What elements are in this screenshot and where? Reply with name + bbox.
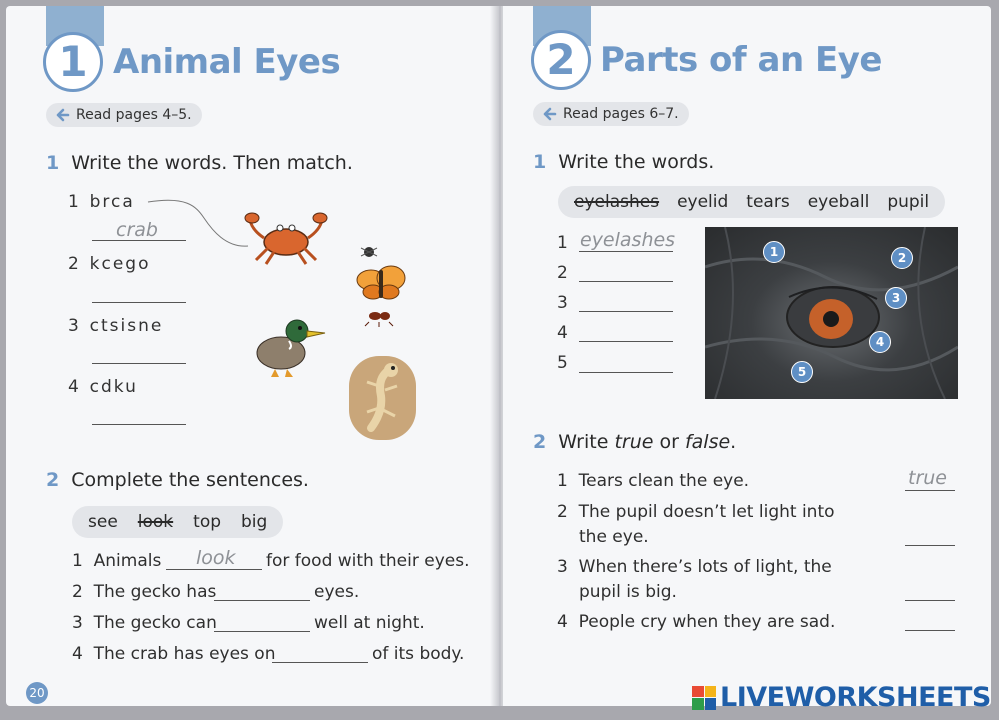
liveworksheets-logo-icon	[692, 686, 716, 710]
word-bank-item: big	[241, 512, 268, 532]
answer-blank[interactable]	[905, 600, 955, 601]
answer-text: eyelashes	[580, 229, 676, 251]
exercise-2-heading	[46, 469, 309, 491]
statement-text: Tears clean the eye.	[578, 471, 750, 491]
answer-blank[interactable]	[579, 341, 673, 342]
statement-row	[557, 612, 835, 632]
item-number: 4	[68, 377, 79, 397]
exercise-1-heading	[46, 152, 353, 174]
word-bank-item: pupil	[887, 192, 930, 212]
sentence-end: for food with their eyes.	[266, 551, 470, 571]
item-number: 1	[72, 551, 83, 571]
answer-blank[interactable]	[579, 251, 673, 252]
item-number: 2	[557, 502, 568, 522]
word-bank-item: tears	[746, 192, 790, 212]
item-number: 1	[68, 192, 79, 212]
sentence-start: The gecko has	[93, 582, 217, 602]
butterfly-and-ants-image[interactable]	[349, 242, 411, 328]
list-item-number: 3	[557, 293, 568, 313]
sentence-end: of its body.	[372, 644, 465, 664]
sentence-end: well at night.	[314, 613, 425, 633]
scrambled-word: ctsisne	[89, 316, 164, 336]
exercise-instruction: Write the words.	[558, 151, 715, 173]
statement-text: People cry when they are sad.	[578, 612, 836, 632]
word-bank-item: see	[88, 512, 118, 532]
scrambled-word: cdku	[89, 377, 138, 397]
answer-blank[interactable]	[905, 630, 955, 631]
read-pages-pill	[533, 102, 689, 126]
item-number: 3	[557, 557, 568, 577]
instruction-false: false	[684, 431, 731, 453]
elephant-eye-illustration	[705, 227, 958, 399]
callout-1: 1	[763, 241, 785, 263]
list-item	[68, 192, 135, 212]
item-number: 4	[557, 612, 568, 632]
gecko-icon	[349, 356, 416, 440]
exercise-1-heading	[533, 151, 714, 173]
callout-2: 2	[891, 247, 913, 269]
sentence-row	[72, 613, 217, 633]
watermark-text: LIVEWORKSHEETS	[720, 682, 991, 713]
read-pages-label: Read pages 4–5.	[76, 107, 192, 123]
duck-image[interactable]	[249, 313, 329, 381]
page-number: 20	[26, 682, 48, 704]
statement-row	[557, 557, 832, 577]
instruction-true: true	[614, 431, 654, 453]
word-bank-item-used: look	[137, 512, 174, 532]
answer-blank[interactable]	[579, 281, 673, 282]
scrambled-word: brca	[89, 192, 135, 212]
list-item	[68, 377, 138, 397]
sentence-end: eyes.	[314, 582, 360, 602]
answer-blank[interactable]	[272, 662, 368, 663]
callout-3: 3	[885, 287, 907, 309]
answer-blank[interactable]	[579, 311, 673, 312]
exercise-instruction: Complete the sentences.	[71, 469, 309, 491]
exercise-number: 1	[46, 152, 60, 174]
answer-blank[interactable]	[92, 424, 186, 425]
list-item-number: 1	[557, 233, 568, 253]
answer-blank[interactable]	[92, 363, 186, 364]
unit-number-badge: 1	[43, 32, 103, 92]
sentence-start: The gecko can	[93, 613, 217, 633]
word-bank-item: eyelid	[677, 192, 729, 212]
word-bank-item: top	[193, 512, 222, 532]
exercise-number: 2	[533, 431, 547, 453]
list-item-number: 2	[557, 263, 568, 283]
sentence-start: Animals	[93, 551, 162, 571]
exercise-2-heading	[533, 431, 736, 453]
answer-blank[interactable]	[166, 569, 262, 570]
scrambled-word: kcego	[89, 254, 151, 274]
instruction-text: .	[730, 431, 737, 453]
read-pages-label: Read pages 6–7.	[563, 106, 679, 122]
answer-blank[interactable]	[214, 600, 310, 601]
arrow-left-icon	[541, 106, 557, 122]
unit-title: Animal Eyes	[113, 42, 341, 82]
word-bank-item: eyeball	[807, 192, 870, 212]
instruction-text: or	[653, 431, 685, 453]
left-page	[6, 6, 496, 706]
item-number: 3	[72, 613, 83, 633]
sentence-row	[72, 582, 216, 602]
callout-5: 5	[791, 361, 813, 383]
match-line	[146, 196, 256, 256]
answer-text: look	[196, 547, 236, 569]
elephant-eye-photo	[705, 227, 958, 399]
arrow-left-icon	[54, 107, 70, 123]
statement-text-line2: pupil is big.	[579, 582, 677, 602]
exercise-number: 1	[533, 151, 547, 173]
list-item	[68, 254, 150, 274]
answer-blank[interactable]	[214, 631, 310, 632]
gecko-image[interactable]	[349, 356, 416, 440]
word-bank	[558, 186, 945, 218]
unit-number-badge: 2	[531, 30, 591, 90]
statement-text: When there’s lots of light, the	[578, 557, 832, 577]
statement-row	[557, 502, 835, 522]
sentence-start: The crab has eyes on	[93, 644, 276, 664]
word-bank	[72, 506, 283, 538]
answer-blank[interactable]	[92, 302, 186, 303]
exercise-instruction: Write the words. Then match.	[71, 152, 353, 174]
callout-4: 4	[869, 331, 891, 353]
answer-blank[interactable]	[905, 490, 955, 491]
statement-row	[557, 471, 749, 491]
item-number: 2	[68, 254, 79, 274]
list-item	[68, 316, 163, 336]
unit-title: Parts of an Eye	[600, 40, 882, 80]
instruction-text: Write	[558, 431, 615, 453]
answer-blank[interactable]	[579, 372, 673, 373]
statement-text: The pupil doesn’t let light into	[578, 502, 835, 522]
answer-text: true	[908, 467, 947, 489]
word-bank-item-used: eyelashes	[574, 192, 660, 212]
crab-image[interactable]	[244, 210, 328, 266]
answer-text: crab	[116, 219, 158, 241]
answer-blank[interactable]	[905, 545, 955, 546]
list-item-number: 4	[557, 323, 568, 343]
item-number: 2	[72, 582, 83, 602]
item-number: 1	[557, 471, 568, 491]
read-pages-pill	[46, 103, 202, 127]
list-item-number: 5	[557, 353, 568, 373]
statement-text-line2: the eye.	[579, 527, 649, 547]
sentence-row	[72, 551, 161, 571]
exercise-number: 2	[46, 469, 60, 491]
item-number: 4	[72, 644, 83, 664]
liveworksheets-watermark	[692, 682, 991, 713]
item-number: 3	[68, 316, 79, 336]
sentence-row	[72, 644, 275, 664]
